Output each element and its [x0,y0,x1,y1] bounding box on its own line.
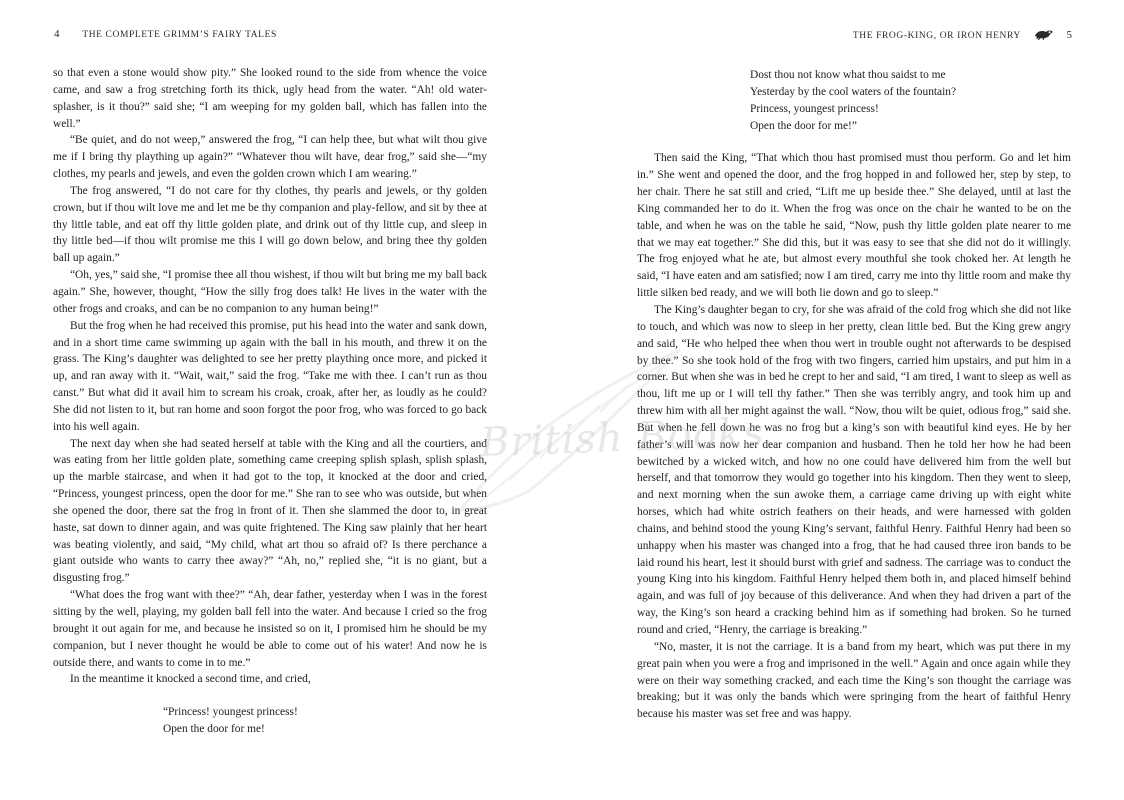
paragraph: The King’s daughter began to cry, for she was afraid of the cold frog which she did not like to touch, and which was now to sleep in her pretty, clean little bed. But the King grew angry and said, “He who helped thee when thou wert in trouble ought not afterwards to be despised by thee.” So she took hold of the frog with two fingers, carried him upstairs, and put him in a corner. But when she was in bed he crept to her and said, “I am tired, I want to sleep as well as thou, lift me up or I will tell thy father.” Then she was terribly angry, and took him up and threw him with all her might against the wall. “Now, thou wilt be quiet, odious frog,” said she. But when he fell down he was no frog but a king’s son with beautiful kind eyes. He by her father’s will was now her dear companion and husband. Then he told her how he had been bewitched by a wicked witch, and how no one could have delivered him from the well but herself, and that tomorrow they would go together into his kingdom. Then they went to sleep, and next morning when the sun awoke them, a carriage came driving up with eight white horses, which had white ostrich feathers on their heads, and were harnessed with golden chains, and behind stood the young King’s servant, faithful Henry. Faithful Henry had been so unhappy when his master was changed into a frog, that he had caused three iron bands to be laid round his heart, lest it should burst with grief and sadness. The carriage was to conduct the young King into his kingdom. Faithful Henry helped them both in, and placed himself behind again, and was full of joy because of this deliverance. And when they had driven a part of the way, the King’s son heard a cracking behind him as if something had broken. So he turned round and cried, “Henry, the carriage is breaking.” [637,303,1071,636]
right-text-block [637,65,1071,723]
left-running-head [54,28,277,40]
paragraph: But the frog when he had received this promise, put his head into the water and sank down, and in a short time came swimming up again with the ball in his mouth, and threw it on the grass. The King’s daughter was delighted to see her pretty plaything once more, and picked it up, and ran away with it. “Wait, wait,” said the frog. “Take me with thee. I can’t run as thou canst.” But what did it avail him to scream his croak, croak, after her, as loudly as he could? She did not listen to it, but ran home and soon forgot the poor frog, who was forced to go back into his well again. [53,319,487,433]
paragraph: Then said the King, “That which thou hast promised must thou perform. Go and let him in.” She went and opened the door, and the frog hopped in and followed her, step by step, to her chair. There he sat still and cried, “Lift me up beside thee.” She delayed, until at last the King commanded her to do it. When the frog was once on the chair he wanted to be on the table, and when he was on the table he said, “Now, push thy little golden plate nearer to me that we may eat together.” She did this, but it was easy to see that she did not do it willingly. The frog enjoyed what he ate, but almost every mouthful she took choked her. At length he said, “I have eaten and am satisfied; now I am tired, carry me into thy little room and make thy little silken bed ready, and we will both lie down and go to sleep.” [637,152,1071,300]
right-page [562,0,1124,800]
left-running-title: THE COMPLETE GRIMM’S FAIRY TALES [82,30,277,40]
paragraph: The frog answered, “I do not care for thy clothes, thy pearls and jewels, or thy golden crown, but if thou wilt love me and let me be thy companion and play-fellow, and sit by thee at thy little table, and eat off thy little golden plate, and drink out of thy little cup, and sleep in thy little bed—if thou wilt promise me this I will go down below, and bring thee thy golden ball up again.” [53,184,487,265]
paragraph: In the meantime it knocked a second time, and cried, [70,673,311,686]
verse-line: Yesterday by the cool waters of the fountain? [750,85,957,98]
verse-right [637,67,1071,134]
page-number-right: 5 [1066,29,1072,41]
watermark-text: British Books [479,410,766,466]
verse-line: “Princess! youngest princess! [163,706,298,719]
verse-left [53,704,487,738]
verse-line: Open the door for me!” [750,119,857,132]
paragraph: “Oh, yes,” said she, “I promise thee all thou wishest, if thou wilt but bring me my ball back again.” She, however, thought, “How the silly frog does talk! He lives in the water with the other frogs and croaks, and can be no companion to any human being!” [53,269,487,315]
right-running-title: THE FROG-KING, OR IRON HENRY [852,31,1021,41]
paragraph: The next day when she had seated herself at table with the King and all the courtiers, and was eating from her little golden plate, something came creeping splish splash, splish splash, up the marble staircase, and when it had got to the top, it knocked at the door and cried, “Princess, youngest princess, open the door for me.” She ran to see who was outside, but when she opened the door, there sat the frog in front of it. Then she slammed the door to, in great haste, sat down to dinner again, and was quite frightened. The King saw plainly that her heart was beating violently, and said, “My child, what art thou so afraid of? Is there perchance a giant outside who wants to carry thee away?” “Ah, no,” replied she, “it is no giant, but a disgusting frog.” [53,437,487,585]
left-text-block [53,65,487,738]
paragraph: so that even a stone would show pity.” She looked round to the side from whence the voice came, and saw a frog stretching forth its thick, ugly head from the water. “Ah! old water-splasher, is it thou?” said she; “I am weeping for my golden ball, which has fallen into the well.” [53,67,487,130]
paragraph: “No, master, it is not the carriage. It is a band from my heart, which was put there in my great pain when you were a frog and imprisoned in the well.” Again and once again while they were on their way something cracked, and each time the King’s son thought the carriage was breaking; but it was only the bands which were springing from the heart of faithful Henry because his master was set free and was happy. [637,640,1071,721]
verse-line: Open the door for me! [163,723,265,736]
right-running-head [853,28,1072,41]
verse-line: Princess, youngest princess! [750,102,879,115]
frog-icon [1034,28,1054,40]
paragraph: “What does the frog want with thee?” “Ah, dear father, yesterday when I was in the forest sitting by the well, playing, my golden ball fell into the water. And because I cried so the frog brought it out again for me, and because he insisted so on it, I promised him he should be my companion, but I never thought he would be able to come out of his water! And now he is outside there, and wants to come in to me.” [53,589,487,669]
page-number-left: 4 [54,28,60,40]
paragraph: “Be quiet, and do not weep,” answered the frog, “I can help thee, but what wilt thou give me if I bring thy plaything up again?” “Whatever thou wilt have, dear frog,” said she—“my clothes, my pearls and jewels, and even the golden crown which I am wearing.” [53,134,487,181]
verse-line: Dost thou not know what thou saidst to me [750,69,946,81]
